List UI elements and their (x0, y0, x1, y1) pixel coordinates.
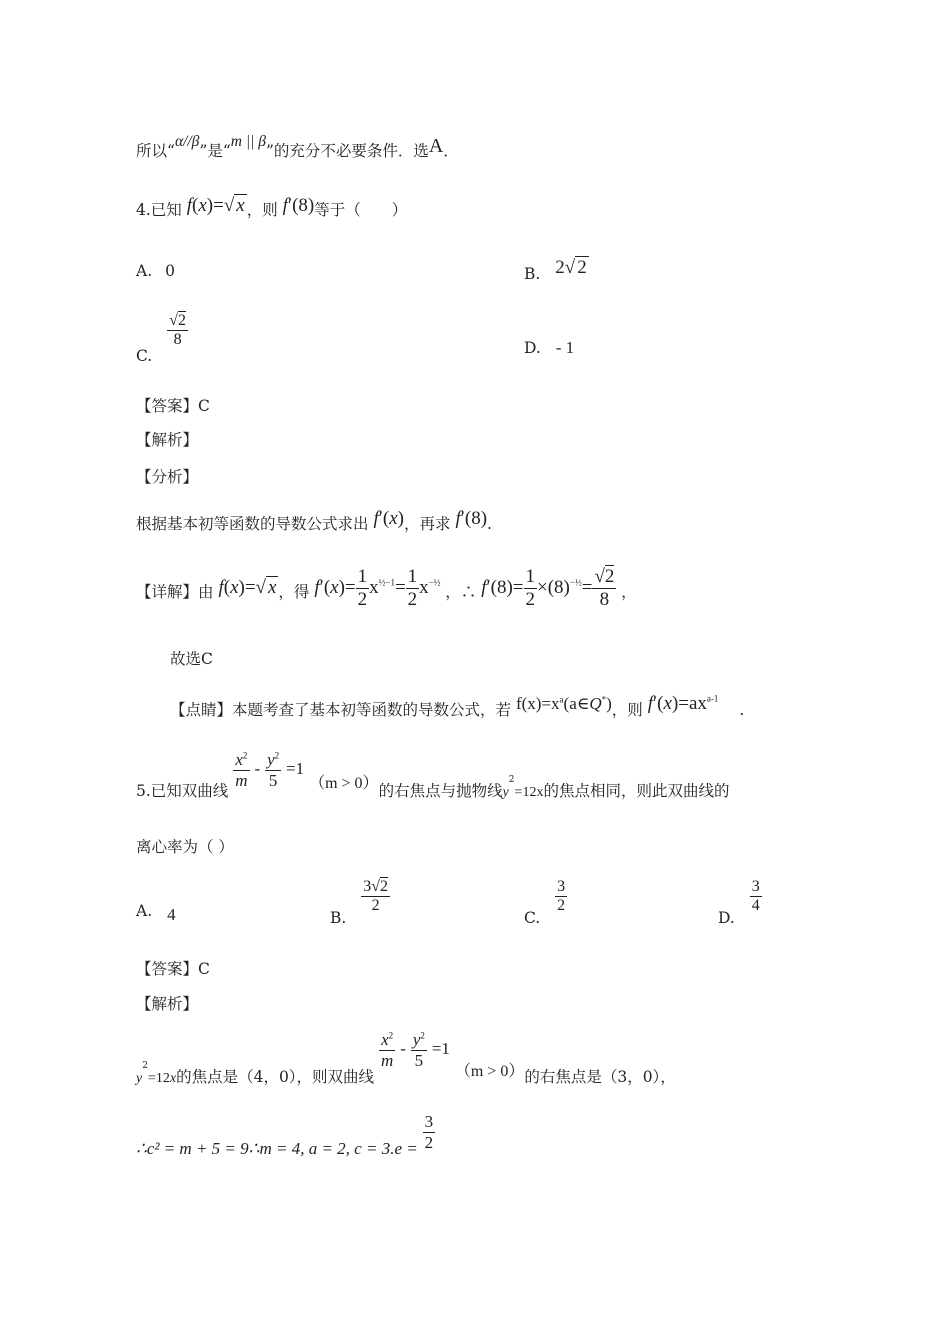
option-fraction: $\frac{√2}{8}$ (169, 312, 186, 349)
q4-option-d[interactable] (524, 339, 574, 357)
text: 【点睛】本题考查了基本初等函数的导数公式，若 (170, 701, 512, 719)
q5-answer: 【答案】C (136, 960, 210, 978)
condition: （m > 0） (309, 775, 379, 793)
text: ． (443, 142, 459, 160)
formula-hyperbola: $\frac{x^2}{m}$ (235, 750, 248, 790)
option-label: C. (524, 908, 541, 927)
formula-f: f(x)=√ x (186, 195, 245, 216)
formula-hyperbola-y: $\frac{y^2}{5}$ (412, 1030, 425, 1070)
q4-jiexi: 【解析】 (136, 431, 199, 449)
option-label: B. (330, 908, 347, 927)
text: 的焦点相同，则此双曲线的 (543, 782, 730, 801)
formula-derivative: f′(x)= $\frac{1}{2}$ $x^{\frac{1}{2}-1}=$ $\frac{1}{2}$ $x^{-\frac{1}{2}}$ (314, 566, 441, 610)
text: 所以“ (136, 142, 175, 160)
line-conclusion (136, 133, 459, 160)
option-value: 2√ 2 (555, 257, 587, 278)
formula-hyperbola: $\frac{x^2}{m}$ (381, 1030, 394, 1070)
formula-power-derivative: $f'(x)=ax^{a-1}$ (647, 693, 719, 714)
option-value: 0 (165, 262, 175, 280)
formula-hyperbola-y: $\frac{y^2}{5}$ (267, 750, 280, 790)
q4-option-a[interactable] (136, 264, 175, 280)
q4-option-b[interactable] (524, 257, 589, 283)
option-label: C. (136, 346, 153, 365)
eccentricity-fraction: $\frac{3}{2}$ (424, 1112, 434, 1152)
formula-fprimex: f′(x) (373, 508, 404, 529)
option-label: B. (524, 265, 541, 283)
q5-solution-1: $y^2=12x$的焦点是（4，0），则双曲线 $\frac{x^2}{m}$ - $\frac{y^2}{5}$ =1 （m > 0）的右焦点是（3，0）， (136, 1030, 676, 1087)
q5-jiexi: 【解析】 (136, 995, 199, 1013)
text: ，则 (246, 201, 278, 219)
text: ”是“ (199, 142, 231, 160)
text: ， (621, 582, 637, 601)
q5-option-c[interactable] (524, 878, 567, 927)
q5-option-d[interactable] (718, 878, 762, 927)
text: . (487, 515, 492, 533)
option-value: 4 (167, 905, 176, 924)
q4-option-c[interactable] (136, 312, 188, 365)
text: ，∴ (445, 582, 477, 601)
q4-stem (136, 195, 408, 219)
q5-option-a[interactable] (136, 878, 176, 924)
text: 的焦点是（4，0），则双曲线 (176, 1068, 375, 1087)
parabola: 12x (522, 785, 544, 801)
text: ，再求 (403, 515, 451, 533)
formula-fprime8: f′(8) (455, 508, 488, 529)
option-label: D. (718, 908, 735, 927)
q4-fenxi-text (136, 508, 492, 533)
text: 【详解】由 (136, 582, 214, 601)
option-label: A. (136, 902, 153, 920)
question-number: 4.已知 (136, 201, 182, 219)
text: 等于（ ） (314, 201, 408, 219)
text: 的右焦点与抛物线 (378, 782, 503, 801)
math-alpha-beta: α//β (174, 133, 200, 150)
q5-solution-2 (136, 1112, 435, 1159)
question-number: 5.已知双曲线 (136, 782, 229, 801)
q4-fenxi: 【分析】 (136, 468, 199, 486)
text: ”的充分不必要条件．选 (265, 142, 429, 160)
formula-fprime8: f′(8) (282, 195, 315, 216)
q4-guxuan: 故选C (170, 650, 213, 668)
formula-f: f(x)=√ x (218, 576, 277, 598)
condition: （m > 0） (454, 1063, 525, 1081)
option-label: D. (524, 339, 541, 357)
text: ，得 (278, 582, 310, 601)
option-label: A. (136, 262, 153, 280)
q4-dianjing: 【点睛】本题考查了基本初等函数的导数公式，若 $f(x)=x^a(a\in Q^*)$，则 $f'(x)=ax^{a-1}$ . (170, 693, 745, 719)
q5-option-b[interactable] (330, 878, 390, 927)
text: 根据基本初等函数的导数公式求出 (136, 515, 369, 533)
formula-eccentricity: ∴c² = m + 5 = 9∴m = 4, a = 2, c = 3.e = (136, 1139, 418, 1159)
option-fraction: $\frac{3√2}{2}$ (363, 878, 389, 915)
option-value: - 1 (555, 338, 575, 357)
formula-power-rule: $f(x)=x^a(a\in Q^*)$ (515, 694, 612, 713)
answer-letter: A (428, 135, 444, 157)
q4-answer: 【答案】C (136, 397, 210, 415)
q5-stem: 5.已知双曲线 $\frac{x^2}{m}$ - $\frac{y^2}{5}$ =1 （m > 0）的右焦点与抛物线$y^2=12x$的焦点相同，则此双曲线的 (136, 750, 730, 801)
q4-detail (136, 566, 637, 611)
formula-result: f′(8)= $\frac{1}{2}$ $\times(8)^{-\frac{1}{2}}=$ $\frac{√2}{8}$ (481, 566, 615, 610)
q5-stem-line2: 离心率为（ ） (136, 838, 234, 856)
text: ，则 (611, 701, 643, 719)
text: 的右焦点是（3，0）， (524, 1068, 676, 1087)
option-fraction: $\frac{3}{4}$ (751, 878, 760, 915)
math-m-beta: m || β (230, 133, 266, 150)
option-fraction: $\frac{3}{2}$ (557, 878, 566, 915)
